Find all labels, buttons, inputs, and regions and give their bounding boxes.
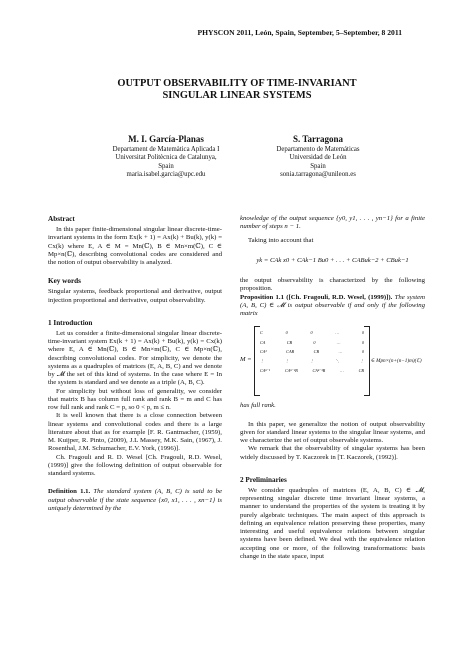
matrix-cell: ⋮ — [309, 358, 315, 364]
output-equation: yk = CAk x0 + CAk−1 Bu0 + . . . + CABuk−2 + CBuk−1 — [256, 256, 409, 264]
matrix-cell: CB — [358, 367, 364, 373]
intro-paragraph: For simplicity but without loss of generality, we consider that matrix B has column full rank and rank B = m and C has row full rank and rank C = p, so 0 < p, m ≤ n. — [48, 387, 222, 411]
paper-title — [0, 78, 474, 102]
matrix-cell: 0 — [310, 330, 313, 336]
matrix-cell: CB — [286, 339, 293, 345]
author-affiliation: Universidad de León — [289, 154, 347, 162]
matrix-lhs: M = — [240, 356, 252, 364]
matrix-row — [260, 338, 364, 347]
intro-paragraph: Ch. Fragouli and R. D. Wesel [Ch. Fragouli, R.D. Wesel, (1999)] give the following definition of output observable for standard systems. — [48, 453, 222, 477]
matrix-cell: CAⁿ⁻³B — [312, 367, 326, 373]
abstract-heading: Abstract — [48, 215, 75, 223]
matrix-cell: 0 — [285, 330, 288, 336]
matrix-cell: … — [338, 349, 343, 355]
taking-into-account: Taking into account that — [248, 236, 314, 244]
matrix-cell: ⋮ — [359, 358, 364, 364]
matrix-cell: ⋮ — [284, 358, 290, 364]
matrix-row — [260, 347, 364, 356]
intro-paragraph: It is well known that there is a close connection between linear systems and convolutional codes and there is a large literature about that as for example [F. R. Gantmacher, (1959), M. Kuijper, R. Pinto, (2009), J.L Massey, M.K. Sain, (1967), J. Rosenthal, J.M. Schumacher, E.V. York, (1996)]. — [48, 412, 222, 453]
matrix-row — [260, 356, 364, 365]
matrix-row — [260, 366, 364, 375]
observability-matrix — [240, 324, 425, 398]
proposition-text: The system (A, B, C) ∈ 𝓜 is output observable if and only if the following matrix — [240, 293, 426, 317]
running-head: PHYSCON 2011, León, Spain, September, 5–September, 8 2011 — [197, 28, 402, 37]
left-column — [48, 215, 222, 513]
matrix-cell: CB — [313, 349, 320, 355]
author-country: Spain — [310, 162, 326, 170]
author-country: Spain — [158, 162, 174, 170]
author-email: maria.isabel.garcia@upc.edu — [126, 171, 206, 179]
matrix-cell: 0 — [313, 339, 316, 345]
matrix-cell: CAB — [286, 349, 295, 355]
definition-continuation: knowledge of the output sequence {y0, y1, . . . , yn−1} for a finite number of steps n − 1. — [240, 215, 425, 231]
keywords-heading: Key words — [48, 277, 81, 286]
remark-paragraph: We remark that the observability of singular systems has been widely discussed by T. Kaczorek in [T. Kaczorek, (1992)]. — [240, 445, 425, 461]
title-line-2: SINGULAR LINEAR SYSTEMS — [162, 90, 312, 101]
definition-text: The standard system (A, B, C) is said to be output observable if the state sequence {x0, x1, . . . , xn−1} is uniquely determined by the — [48, 488, 223, 512]
intro-paragraph: Let us consider a finite-dimensional singular linear discrete-time-invariant system Ex(k + 1) = Ax(k) + Bu(k), y(k) = Cx(k) where E, A ∈ Mn(ℂ), B ∈ Mn×m(ℂ), C ∈ Mp×n(ℂ), describing convolutional codes. For simplicity, we denote the systems as a quadruples of matrices (E, A, B, C) and we denote by 𝓜 the set of this kind of systems. In the case where E = In the system is standard and we denote as a triple (A, B, C). — [48, 329, 222, 387]
proposition-label: Proposition 1.1 ([Ch. Fragouli, R.D. Wesel, (1999)]). — [240, 293, 393, 301]
author-name: S. Tarragona — [292, 134, 343, 144]
matrix-cell: 0 — [361, 330, 364, 336]
author-affiliation: Universitat Politècnica de Catalunya, — [115, 154, 217, 162]
matrix-cell: CA² — [260, 349, 267, 355]
abstract-text: In this paper finite-dimensional singular linear discrete-time-invariant systems in the form Ex(k + 1) = Ax(k) + Bu(k), y(k) = Cx(k) where E, A ∈ M = Mn(ℂ), B ∈ Mn×m(ℂ), C ∈ Mp×n(ℂ), describing convolutional codes are considered and the notion of output observability is analyzed. — [48, 226, 222, 266]
matrix-rhs: ∈ Mpn×(n+(n−1)m)(ℂ) — [371, 358, 422, 365]
author-name: M. I. García-Planas — [128, 134, 204, 144]
matrix-cell: CAⁿ⁻²B — [284, 367, 298, 373]
matrix-cell: 0 — [361, 339, 364, 345]
matrix-cell: 0 — [361, 349, 364, 355]
keywords-text: Singular systems, feedback proportional and derivative, output injection proportional and derivative, output observability. — [48, 288, 222, 304]
matrix-row — [260, 328, 364, 337]
matrix-grid — [260, 328, 364, 375]
matrix-cell: C — [260, 330, 263, 336]
preliminaries-heading: 2 Preliminaries — [240, 475, 287, 484]
title-line-1: OUTPUT OBSERVABILITY OF TIME-INVARIANT — [117, 78, 357, 89]
matrix-cell: CA — [260, 339, 266, 345]
proposition-1-1 — [240, 294, 425, 319]
author-affiliation: Departamento de Matemáticas — [276, 146, 360, 153]
full-rank-text: has full rank. — [240, 402, 276, 410]
introduction-heading: 1 Introduction — [48, 318, 93, 327]
matrix-cell: ⋮ — [260, 358, 265, 364]
preliminaries-paragraph: We consider quadruples of matrices (E, A, B, C) ∈ 𝓜, representing singular discrete time invariant linear systems, a manner to understand the properties of the system is treating it by purely algebraic techniques. The main aspect of this approach is defining an equivalence relation preserving these properties, many interesting and useful equivalence relations between singular systems have been defined. We deal with the equivalence relation accepting one or more, of the following transformations: basis change in the state space, input — [240, 486, 425, 560]
definition-1-1 — [48, 488, 222, 513]
after-equation-text: the output observability is characterized by the following proposition. — [240, 277, 425, 293]
generalize-paragraph: In this paper, we generalize the notion of output observability given for standard linear systems to the singular linear systems, and we characterize the set of output observable systems. — [240, 420, 425, 444]
right-column — [240, 215, 425, 561]
definition-label: Definition 1.1. — [48, 488, 91, 496]
author-2 — [218, 133, 418, 180]
matrix-cell: … — [340, 367, 344, 373]
matrix-cell: ⋱ — [334, 358, 340, 364]
author-affiliation: Departament de Matemàtica Aplicada I — [112, 146, 220, 153]
author-email: sonia.tarragona@unileon.es — [280, 171, 356, 179]
matrix-cell: CAⁿ⁻¹ — [260, 367, 271, 373]
matrix-cell: … — [336, 339, 341, 345]
matrix-cell: … — [335, 330, 340, 336]
